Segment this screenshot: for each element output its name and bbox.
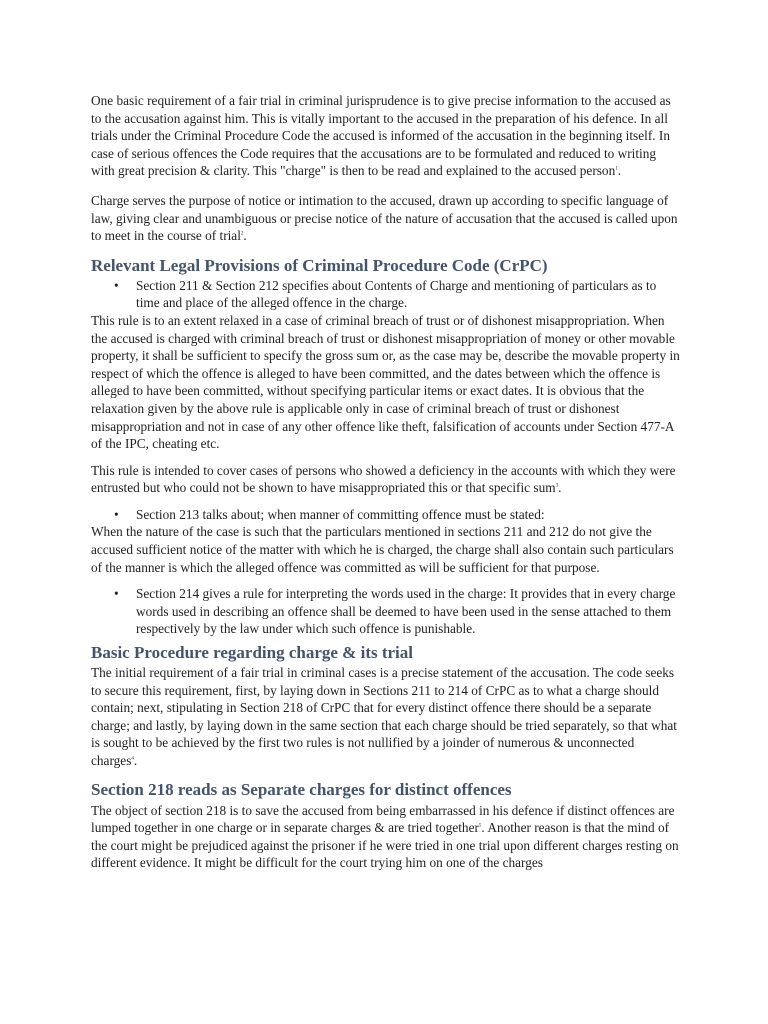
rule-intent-paragraph <box>91 462 681 497</box>
basic-procedure-tail: . <box>133 753 138 768</box>
intro-paragraph <box>91 92 681 180</box>
section-heading-section-218: Section 218 reads as Separate charges for distinct offences <box>91 779 512 799</box>
bullet-text: Section 214 gives a rule for interpreting the words used in the charge: It provides that in every charge words used in describing an offence shall be deemed to have been used in the sense attached to them respectively by the law under which such offence is punishable. <box>136 586 676 637</box>
bullet-icon: • <box>114 586 119 602</box>
section-218-tail: . Another reason is that the mind of the court might be prejudiced against the prisoner if he were tried in one trial upon different charges resting on different evidence. It might be difficult for the court trying him on one of the charges <box>91 820 679 871</box>
bullet-list <box>91 506 681 524</box>
bullet-item-section-214 <box>91 585 681 638</box>
manner-of-offence-paragraph: When the nature of the case is such that the particulars mentioned in sections 211 and 212 do not give the accused sufficient notice of the matter with which he is charged, the charge shall also contain such particulars of the manner is which the alleged offence was committed as will be sufficient for that purpose. <box>91 524 674 575</box>
footnote-marker: 1 <box>615 166 618 172</box>
bullet-list <box>91 585 681 638</box>
bullet-text: Section 213 talks about; when manner of committing offence must be stated: <box>136 506 545 522</box>
basic-procedure-text: The initial requirement of a fair trial in criminal cases is a precise statement of the accusation. The code seeks to secure this requirement, first, by laying down in Sections 211 to 214 of CrPC as to what a charge should contain; next, stipulating in Section 218 of CrPC that for every distinct offence there should be a separate charge; and lastly, by laying down in the same section that each charge should be tried separately, so that what is sought to be achieved by the first two rules is not nullified by a joinder of numerous & unconnected charges <box>91 665 677 768</box>
bullet-item-section-213 <box>91 506 681 524</box>
relaxation-paragraph: This rule is to an extent relaxed in a case of criminal breach of trust or of dishonest misappropriation. When the accused is charged with criminal breach of trust or dishonest misappropriation of money or other movable property, it shall be sufficient to specify the gross sum or, as the case may be, describe the movable property in respect of which the offence is alleged to have been committed, and the dates between which the offence is alleged to have been committed, without specifying particular items or exact dates. It is obvious that the relaxation given by the above rule is applicable only in case of criminal breach of trust or dishonest misappropriation and not in case of any other offence like theft, falsification of accounts under Section 477-A of the IPC, cheating etc. <box>91 312 680 452</box>
section-heading-legal-provisions: Relevant Legal Provisions of Criminal Procedure Code (CrPC) <box>91 255 548 275</box>
footnote-marker: 4 <box>131 756 134 762</box>
bullet-icon: • <box>114 277 119 293</box>
bullet-text: Section 211 & Section 212 specifies about Contents of Charge and mentioning of particulars as to time and place of the alleged offence in the charge. <box>136 277 657 311</box>
section-218-paragraph <box>91 802 681 872</box>
footnote-marker: 5 <box>478 823 482 829</box>
bullet-icon: • <box>114 506 119 522</box>
bullet-item-section-211-212 <box>91 277 681 312</box>
charge-purpose-tail: . <box>243 228 247 244</box>
charge-purpose-text: Charge serves the purpose of notice or intimation to the accused, drawn up according to specific language of law, giving clear and unambiguous or precise notice of the nature of accusation that the accused is called upon to meet in the course of trial <box>91 192 678 244</box>
intro-paragraph-text: One basic requirement of a fair trial in criminal jurisprudence is to give precise information to the accused as to the accusation against him. This is vitally important to the accused in the preparation of his defence. In all trials under the Criminal Procedure Code the accused is informed of the accusation in the beginning itself. In case of serious offences the Code requires that the accusations are to be formulated and reduced to writing with great precision & clarity. This "charge" is then to be read and explained to the accused person <box>91 93 671 179</box>
section-heading-basic-procedure: Basic Procedure regarding charge & its trial <box>91 643 413 663</box>
footnote-marker: 2 <box>240 231 244 237</box>
rule-intent-text: This rule is intended to cover cases of persons who showed a deficiency in the accounts with which they were entrusted but who could not be shown to have misappropriated this or that specific sum <box>91 462 676 496</box>
intro-paragraph-tail: . <box>617 163 622 179</box>
footnote-marker: 3 <box>555 483 559 489</box>
bullet-list <box>91 277 681 312</box>
charge-purpose-paragraph <box>91 192 681 245</box>
rule-intent-tail: . <box>558 480 562 496</box>
document-page <box>91 92 681 872</box>
section-218-text: The object of section 218 is to save the accused from being embarrassed in his defence if distinct offences are lumped together in one charge or in separate charges & are tried together <box>91 802 675 836</box>
basic-procedure-paragraph <box>91 664 681 770</box>
